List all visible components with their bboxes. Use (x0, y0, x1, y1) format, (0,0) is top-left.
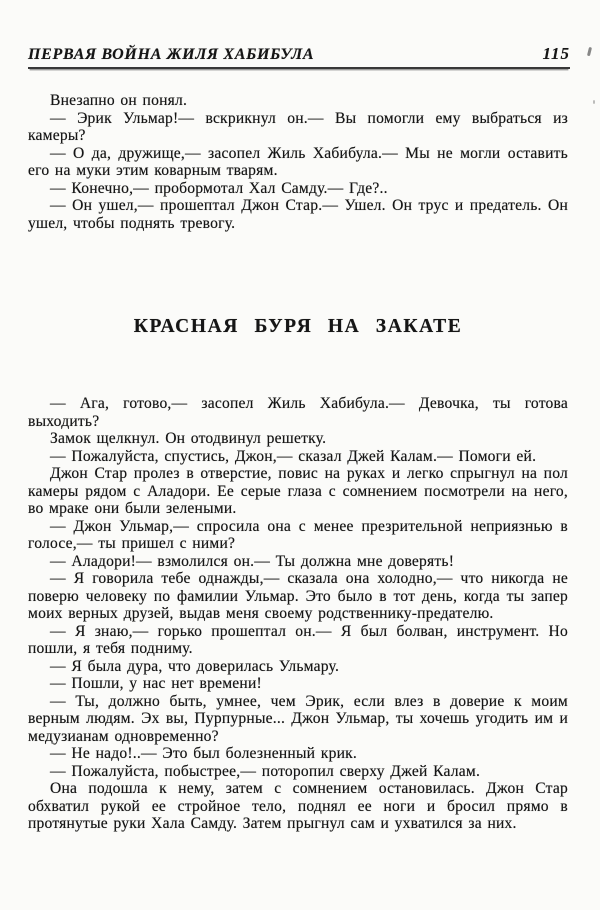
section-before-heading (28, 92, 568, 232)
scan-artifact (593, 100, 595, 104)
paragraph: — Пожалуйста, спустись, Джон,— сказал Джей Калам.— Помоги ей. (50, 447, 537, 465)
running-title: ПЕРВАЯ ВОЙНА ЖИЛЯ ХАБИБУЛА (28, 46, 315, 63)
paragraph: — Ага, готово,— засопел Жиль Хабибула.— Девочка, ты готова выходить? (28, 395, 568, 430)
paragraph: — Эрик Ульмар!— вскрикнул он.— Вы помогли ему выбраться из камеры? (28, 109, 568, 144)
scan-artifact (587, 47, 592, 56)
paragraph: — Аладори!— взмолился он.— Ты должна мне доверять! (50, 552, 455, 570)
section-after-heading (28, 395, 568, 833)
paragraph: — О да, дружище,— засопел Жиль Хабибула.— Мы не могли оставить его на муки этим коварным тварям. (28, 144, 568, 179)
paragraph: — Ты, должно быть, умнее, чем Эрик, если влез в доверие к моим верным людям. Эх вы, Пурпурные... Джон Ульмар, ты хочешь угодить им и медузианам одновременно? (28, 692, 568, 745)
page-content (28, 92, 568, 833)
paragraph: — Пошли, у нас нет времени! (50, 675, 262, 692)
paragraph: Замок щелкнул. Он отодвинул решетку. (50, 430, 327, 447)
running-header (28, 44, 570, 69)
paragraph: — Я была дура, что доверилась Ульмару. (50, 657, 340, 675)
paragraph: — Конечно,— пробормотал Хал Самду.— Где?.. (50, 179, 388, 197)
page-number: 115 (542, 44, 570, 63)
paragraph: — Джон Ульмар,— спросила она с менее презрительной неприязнью в голосе,— ты пришел с ними? (28, 517, 568, 552)
paragraph: — Не надо!..— Это был болезненный крик. (50, 745, 357, 762)
paragraph: — Я знаю,— горько прошептал он.— Я был болван, инструмент. Но пошли, я тебя подниму. (28, 622, 568, 657)
paragraph: — Он ушел,— прошептал Джон Стар.— Ушел. Он трус и предатель. Он ушел, чтобы поднять тревогу. (28, 197, 568, 232)
paragraph: — Пожалуйста, побыстрее,— поторопил сверху Джей Калам. (50, 762, 481, 780)
paragraph: Она подошла к нему, затем с сомнением остановилась. Джон Стар обхватил рукой ее стройное тело, поднял ее ноги и бросил прямо в протянутые руки Хала Самду. Затем прыгнул сам и ухватился за них. (28, 780, 568, 832)
paragraph: — Я говорила тебе однажды,— сказала она холодно,— что никогда не поверю человеку по фамилии Ульмар. Это было в тот день, когда ты запер моих верных друзей, выдав меня своему родственнику-предателю. (28, 570, 568, 622)
paragraph: Внезапно он понял. (50, 92, 188, 109)
paragraph: Джон Стар пролез в отверстие, повис на руках и легко спрыгнул на пол камеры рядом с Аладори. Ее серые глаза с сомнением посмотрели на него, во мраке они были зелеными. (28, 465, 568, 517)
chapter-heading: КРАСНАЯ БУРЯ НА ЗАКАТЕ (133, 316, 463, 337)
